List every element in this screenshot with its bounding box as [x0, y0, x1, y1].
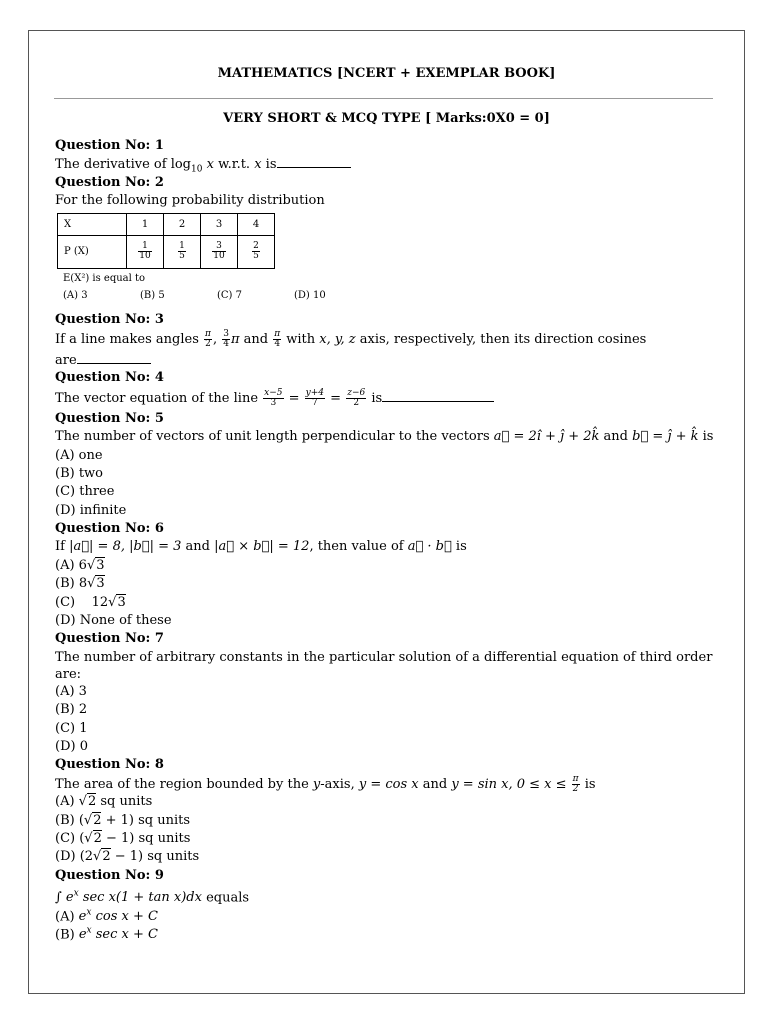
math-expression: (√2 + 1): [78, 812, 134, 828]
math-expression: y: [312, 776, 321, 792]
math-expression: $\frac{x-5}{3}$ = $\frac{y+4}{7}$ = $\frac{z-6}{2}$: [264, 387, 366, 408]
math-expression: $e^x$ sec x + C: [78, 925, 158, 943]
option-a: (A) 3: [55, 683, 87, 699]
option-b: (B) 5: [140, 289, 165, 301]
math-expression: 6√3: [78, 557, 105, 573]
math-expression: $\log_{10} x$: [170, 157, 214, 175]
answer-blank: [382, 389, 494, 402]
question-heading: Question No: 1: [55, 138, 164, 153]
question-text: The area of the region bounded by the y-axis, y = cos x and y = sin x, 0 ≤ x ≤ $\frac{\pi}{2}$ is: [55, 773, 596, 794]
option-b: (B) $e^x$ sec x + C: [55, 925, 158, 943]
math-expression: x, y, z: [319, 331, 356, 347]
math-expression: (√2 − 1): [79, 830, 135, 846]
option-b: (B) two: [55, 465, 104, 481]
question-subtext: E(X²) is equal to: [63, 272, 146, 284]
option-d: (D) None of these: [55, 613, 172, 629]
question-heading: Question No: 6: [55, 521, 164, 537]
question-heading: Question No: 3: [55, 311, 164, 327]
math-expression: |a⃗| = 8, |b⃗| = 3: [69, 539, 182, 555]
table-cell: $\frac{3}{10}$: [201, 235, 238, 268]
option-row: [63, 290, 720, 301]
question-text: The vector equation of the line $\frac{x-5}{3}$ = $\frac{y+4}{7}$ = $\frac{z-6}{2}$ is: [55, 388, 720, 410]
math-expression: $\frac{\pi}{4}$: [274, 328, 281, 349]
option-a: (A) one: [55, 447, 103, 463]
option-c: (C) 7: [217, 289, 242, 301]
option-b: (B) (√2 + 1) sq units: [55, 812, 191, 828]
question-text: If a line makes angles $\frac{\pi}{2}$ , $\frac{3}{4}$ π and $\frac{\pi}{4}$ with x, y, z axis, respectively, then its direction cosines: [55, 328, 647, 349]
section-title: VERY SHORT & MCQ TYPE [ Marks:0X0 = 0]: [223, 111, 550, 126]
option-c: (C) three: [55, 484, 115, 500]
table-cell: X: [58, 213, 127, 235]
question-heading: Question No: 8: [55, 757, 164, 773]
math-expression: a⃗ · b⃗: [407, 539, 452, 555]
math-expression: b⃗ = ĵ + k̂: [632, 429, 699, 445]
option-a: (A) $e^x$ cos x + C: [55, 907, 158, 924]
option-b: (B) 2: [55, 702, 88, 718]
question-heading: Question No: 7: [55, 631, 164, 647]
math-expression: y = sin x, 0 ≤ x ≤ $\frac{\pi}{2}$: [451, 773, 579, 794]
option-b: (B) 8√3: [55, 576, 105, 592]
question-text: For the following probability distribution: [55, 193, 325, 209]
math-expression: √2: [78, 794, 97, 810]
table-cell: $\frac{1}{5}$: [164, 235, 201, 268]
question-text: The number of vectors of unit length perpendicular to the vectors a⃗ = 2î + ĵ + 2k̂ and b⃗ = ĵ + k̂ is: [55, 429, 714, 445]
table-cell: $\frac{1}{10}$: [127, 235, 164, 268]
option-a: (A) 3: [63, 289, 88, 301]
option-c: (C) 1: [55, 720, 88, 736]
math-expression: $\frac{\pi}{2}$ , $\frac{3}{4}$ π: [205, 328, 240, 349]
math-expression: ∫ $e^x$ sec x(1 + tan x)dx: [55, 889, 202, 906]
table-cell: 2: [164, 213, 201, 235]
question-heading: Question No: 4: [55, 370, 164, 386]
table-cell: P (X): [58, 235, 127, 268]
option-d: (D) 10: [294, 289, 326, 301]
answer-blank: [77, 351, 151, 364]
table-cell: 1: [127, 213, 164, 235]
math-expression: a⃗ = 2î + ĵ + 2k̂: [493, 429, 600, 445]
question-list: [55, 137, 720, 943]
option-d: (D) (2√2 − 1) sq units: [55, 849, 200, 865]
math-expression: 8√3: [78, 576, 105, 592]
question-text: The number of arbitrary constants in the particular solution of a differential equation of third order are:: [55, 649, 713, 682]
math-expression: |a⃗ × b⃗| = 12: [214, 539, 310, 555]
math-expression: x: [254, 157, 262, 173]
header-divider: [54, 98, 713, 99]
question-heading: Question No: 2: [55, 174, 164, 190]
table-cell: $\frac{2}{5}$: [238, 235, 275, 268]
option-c: (C) (√2 − 1) sq units: [55, 830, 191, 846]
table-cell: 4: [238, 213, 275, 235]
question-heading: Question No: 9: [55, 867, 164, 883]
option-a: (A) 6√3: [55, 557, 105, 573]
math-expression: (2√2 − 1): [79, 849, 144, 865]
table-cell: 3: [201, 213, 238, 235]
question-heading: Question No: 5: [55, 410, 164, 426]
option-d: (D) infinite: [55, 502, 127, 518]
question-text: The derivative of $\log_{10} x$ w.r.t. x is: [55, 155, 720, 173]
option-c: (C) 12√3: [55, 594, 126, 610]
math-expression: 12√3: [91, 594, 126, 610]
question-text: If |a⃗| = 8, |b⃗| = 3 and |a⃗ × b⃗| = 12, then value of a⃗ · b⃗ is: [55, 539, 467, 555]
option-a: (A) √2 sq units: [55, 794, 153, 810]
probability-table: [57, 213, 275, 269]
math-expression: $e^x$ cos x + C: [78, 907, 158, 924]
option-d: (D) 0: [55, 738, 88, 754]
question-text: are: [55, 351, 720, 369]
question-text: ∫ $e^x$ sec x(1 + tan x)dx equals: [55, 889, 250, 906]
answer-blank: [277, 155, 351, 168]
page-title: MATHEMATICS [NCERT + EXEMPLAR BOOK]: [217, 66, 556, 81]
math-expression: y = cos x: [358, 776, 419, 792]
